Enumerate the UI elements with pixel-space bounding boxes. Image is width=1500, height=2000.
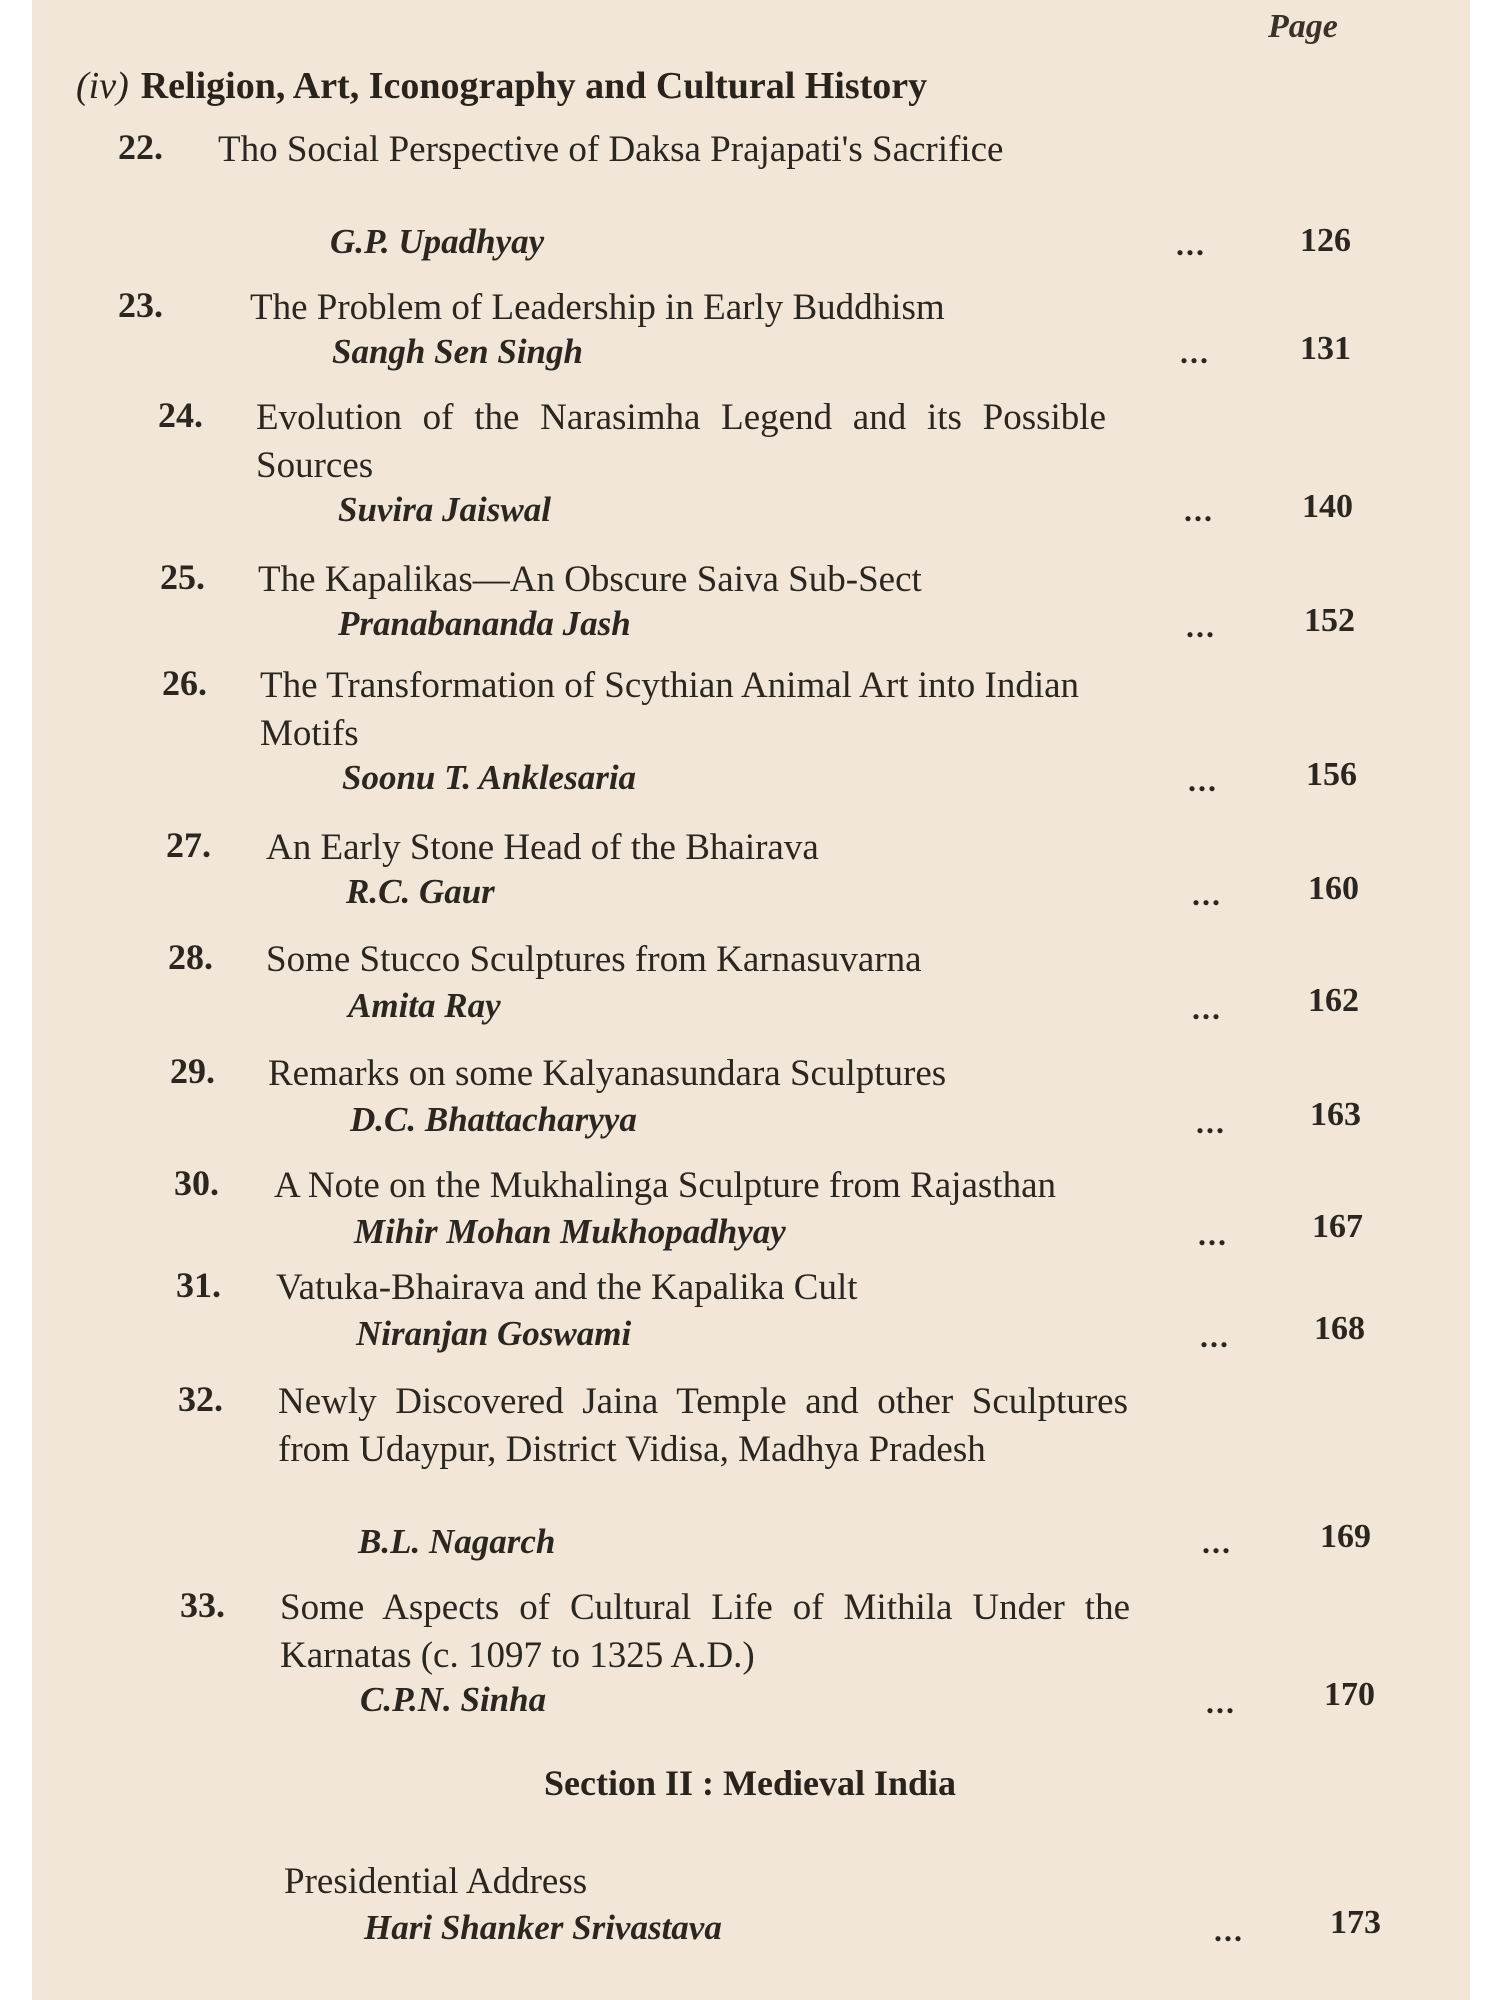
entry-number: 22. (118, 127, 163, 167)
entry-title: Some Aspects of Cultural Life of Mithila Under the Karnatas (c. 1097 to 1325 A.D.) (280, 1587, 1130, 1676)
entry-number: 29. (170, 1051, 215, 1091)
entry-title: The Kapalikas—An Obscure Saiva Sub-Sect (258, 559, 922, 600)
entry-page-number: 170 (1324, 1676, 1375, 1713)
leader-dots: ... (1196, 1104, 1226, 1140)
entry-author: Hari Shanker Srivastava (364, 1908, 722, 1947)
entry-number: 27. (166, 825, 211, 865)
entry-page-number: 169 (1320, 1518, 1371, 1555)
entry-author: Niranjan Goswami (356, 1314, 632, 1353)
entry-number: 30. (174, 1163, 219, 1203)
entry-title: An Early Stone Head of the Bhairava (266, 827, 819, 868)
leader-dots: ... (1176, 226, 1206, 262)
entry-author: B.L. Nagarch (358, 1522, 556, 1561)
entry-author: D.C. Bhattacharyya (350, 1100, 637, 1139)
entry-author: Sangh Sen Singh (332, 332, 583, 371)
entry-author: Pranabananda Jash (338, 604, 631, 643)
section-heading (76, 64, 927, 108)
entry-page-number: 167 (1312, 1208, 1363, 1245)
entry-author: Suvira Jaiswal (338, 490, 551, 529)
entry-title: Some Stucco Sculptures from Karnasuvarna (266, 939, 922, 980)
entry-number: 28. (168, 937, 213, 977)
entry-author: Soonu T. Anklesaria (342, 758, 637, 797)
entry-title: The Problem of Leadership in Early Buddhism (250, 287, 945, 328)
leader-dots: ... (1198, 1216, 1228, 1252)
entry-page-number: 160 (1308, 870, 1359, 907)
entry-page-number: 173 (1330, 1904, 1381, 1941)
entry-page-number: 163 (1310, 1096, 1361, 1133)
leader-dots: ... (1202, 1524, 1232, 1560)
entry-number: 32. (178, 1379, 223, 1419)
leader-dots: ... (1206, 1684, 1236, 1720)
leader-dots: ... (1180, 334, 1210, 370)
leader-dots: ... (1192, 990, 1222, 1026)
entry-title: The Transformation of Scythian Animal Art into Indian Motifs (260, 665, 1080, 754)
section-title-text: Religion, Art, Iconography and Cultural History (140, 65, 928, 107)
entry-title: Vatuka-Bhairava and the Kapalika Cult (276, 1267, 858, 1308)
entry-number: 26. (162, 663, 207, 703)
entry-number: 33. (180, 1585, 225, 1625)
entry-page-number: 156 (1306, 756, 1357, 793)
entry-number: 31. (176, 1265, 221, 1305)
entry-page-number: 168 (1314, 1310, 1365, 1347)
entry-number: 24. (158, 395, 203, 435)
section-ii-heading: Section II : Medieval India (543, 1763, 956, 1803)
entry-title: Newly Discovered Jaina Temple and other Sculptures from Udaypur, District Vidisa, Madhya Pradesh (278, 1381, 1128, 1470)
leader-dots: ... (1214, 1912, 1244, 1948)
entry-page-number: 131 (1300, 330, 1351, 367)
entry-author: Amita Ray (348, 986, 501, 1025)
leader-dots: ... (1184, 492, 1214, 528)
entry-author: R.C. Gaur (346, 872, 495, 911)
entry-page-number: 162 (1308, 982, 1359, 1019)
entry-title: Remarks on some Kalyanasundara Sculptures (268, 1053, 947, 1094)
entry-number: 25. (160, 557, 205, 597)
entry-number: 23. (118, 285, 163, 325)
entry-page-number: 152 (1304, 602, 1355, 639)
entry-page-number: 140 (1302, 488, 1353, 525)
entry-author: Mihir Mohan Mukhopadhyay (354, 1212, 786, 1251)
leader-dots: ... (1188, 762, 1218, 798)
entry-title: Presidential Address (284, 1861, 588, 1902)
section-numeral: (iv) (76, 65, 129, 107)
leader-dots: ... (1186, 608, 1216, 644)
entry-author: G.P. Upadhyay (330, 222, 545, 261)
leader-dots: ... (1192, 876, 1222, 912)
entry-author: C.P.N. Sinha (360, 1680, 547, 1719)
leader-dots: ... (1200, 1318, 1230, 1354)
entry-title: Tho Social Perspective of Daksa Prajapati's Sacrifice (218, 129, 1004, 170)
entry-title: A Note on the Mukhalinga Sculpture from Rajasthan (274, 1165, 1056, 1206)
entry-title: Evolution of the Narasimha Legend and its Possible Sources (256, 397, 1106, 486)
page-column-heading: Page (1268, 8, 1338, 45)
entry-page-number: 126 (1300, 222, 1351, 259)
